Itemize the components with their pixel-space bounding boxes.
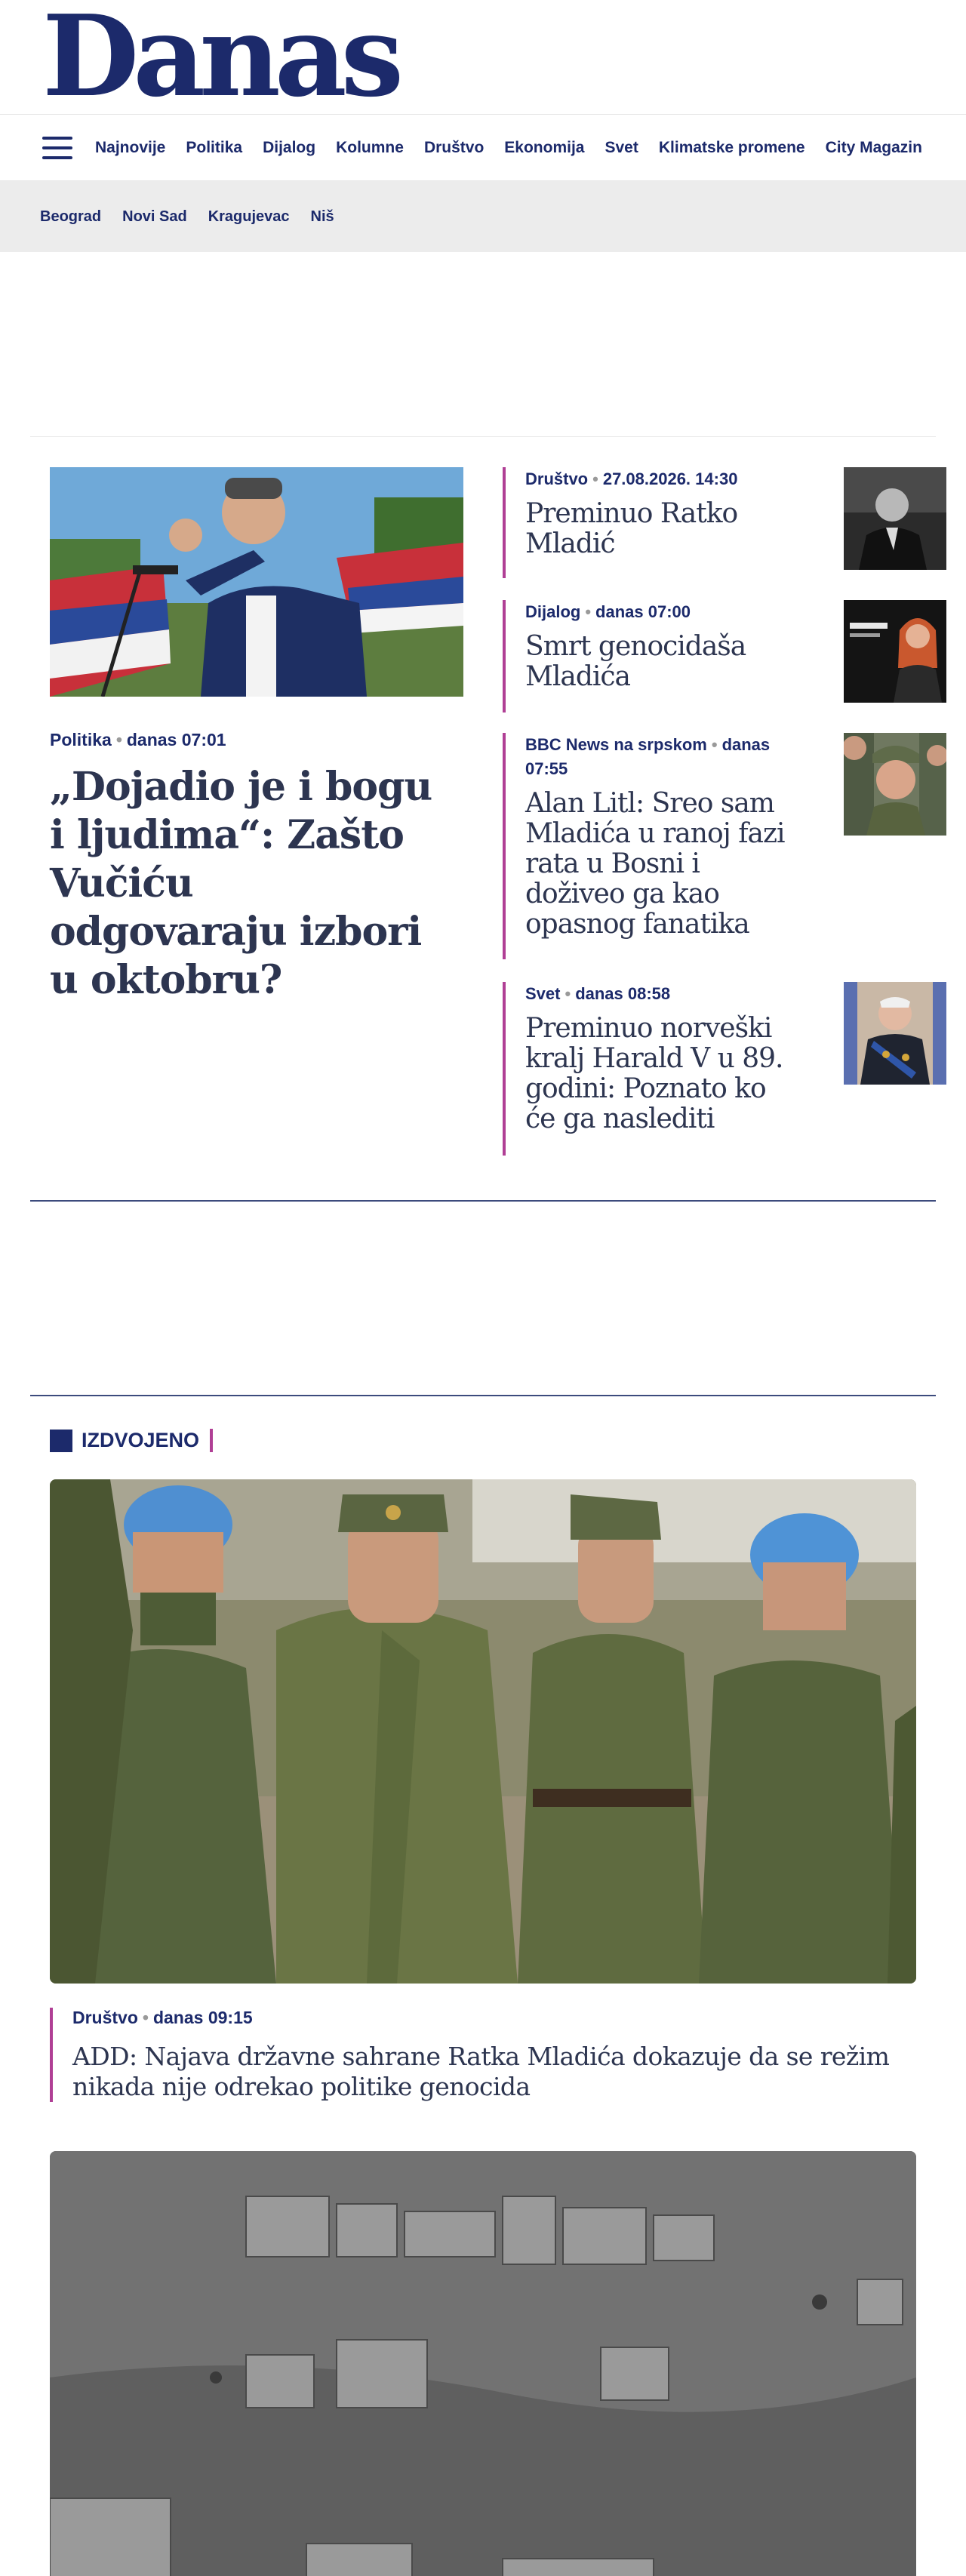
side-article-meta: BBC News na srpskom • danas 07:55 <box>525 735 771 778</box>
side-article-time: 27.08.2026. 14:30 <box>602 469 738 488</box>
city-item-beograd[interactable]: Beograd <box>40 208 102 225</box>
side-article-time: danas 07:00 <box>595 602 691 621</box>
lead-article-image[interactable] <box>50 467 463 697</box>
lead-article-title[interactable]: „Dojadio je i bogu i ljudima“: Zašto Vučiću odgovaraju izbori u oktobru? <box>50 764 432 1003</box>
featured-article-image[interactable] <box>50 1479 916 1984</box>
nav-item-drustvo[interactable]: Društvo <box>423 138 485 156</box>
side-article-thumbnail[interactable] <box>844 982 946 1085</box>
ad-space-middle <box>30 1202 936 1396</box>
section-marker-icon <box>50 1430 72 1452</box>
side-article-title[interactable]: Smrt genocidaša Mladića <box>525 631 746 692</box>
city-navigation <box>0 181 966 252</box>
site-logo[interactable]: Danas <box>42 0 398 122</box>
side-article-meta: Društvo • 27.08.2026. 14:30 <box>525 469 738 488</box>
side-article-category[interactable]: BBC News na srpskom <box>525 735 707 754</box>
side-article-thumbnail[interactable] <box>844 600 946 703</box>
featured-article-text[interactable] <box>50 2008 916 2102</box>
side-article-category[interactable]: Svet <box>525 984 561 1003</box>
nav-item-dijalog[interactable]: Dijalog <box>263 138 316 156</box>
featured-article-category[interactable]: Društvo <box>72 2008 138 2027</box>
city-item-novi-sad[interactable]: Novi Sad <box>122 208 187 225</box>
nav-item-ekonomija[interactable]: Ekonomija <box>504 138 585 156</box>
side-article-category[interactable]: Društvo <box>525 469 589 488</box>
city-item-kragujevac[interactable]: Kragujevac <box>208 208 290 225</box>
ad-space-top <box>30 252 936 437</box>
nav-item-city-magazin[interactable]: City Magazin <box>825 138 922 156</box>
side-article-meta: Dijalog • danas 07:00 <box>525 602 691 621</box>
nav-item-najnovije[interactable]: Najnovije <box>95 138 166 156</box>
hamburger-menu-icon[interactable] <box>42 137 72 159</box>
side-article-2[interactable] <box>503 600 946 712</box>
side-article-time: danas 07:55 <box>525 735 771 778</box>
section-header <box>50 1429 213 1452</box>
top-news-section <box>30 437 936 1202</box>
side-article-thumbnail[interactable] <box>844 733 946 836</box>
main-navigation <box>0 115 966 181</box>
nav-item-kolumne[interactable]: Kolumne <box>336 138 404 156</box>
side-article-3[interactable] <box>503 733 946 959</box>
nav-item-klimatske-promene[interactable]: Klimatske promene <box>658 138 805 156</box>
lead-article-category[interactable]: Politika <box>50 730 112 749</box>
site-header <box>0 0 966 122</box>
side-article-title[interactable]: Alan Litl: Sreo sam Mladića u ranoj fazi rata u Bosni i doživeo ga kao opasnog fanatika <box>525 788 785 940</box>
featured-article-meta: Društvo • danas 09:15 <box>72 2008 253 2027</box>
side-article-thumbnail[interactable] <box>844 467 946 570</box>
side-article-1[interactable] <box>503 467 946 578</box>
side-article-meta: Svet • danas 08:58 <box>525 984 671 1003</box>
featured-article-title[interactable]: ADD: Najava državne sahrane Ratka Mladića dokazuje da se režim nikada nije odrekao politike genocida <box>72 2042 890 2101</box>
side-article-title[interactable]: Preminuo Ratko Mladić <box>525 498 738 559</box>
lead-article-time: danas 07:01 <box>126 730 226 749</box>
second-article-image[interactable] <box>50 2151 916 2576</box>
side-article-time: danas 08:58 <box>575 984 671 1003</box>
nav-item-svet[interactable]: Svet <box>605 138 638 156</box>
section-title: IZDVOJENO <box>82 1429 213 1452</box>
lead-article-meta: Politika • danas 07:01 <box>50 730 226 749</box>
city-item-nis[interactable]: Niš <box>310 208 334 225</box>
side-article-4[interactable] <box>503 982 946 1156</box>
nav-item-politika[interactable]: Politika <box>186 138 243 156</box>
featured-article-time: danas 09:15 <box>152 2008 253 2027</box>
side-article-category[interactable]: Dijalog <box>525 602 581 621</box>
featured-section <box>30 1396 936 2576</box>
side-article-title[interactable]: Preminuo norveški kralj Harald V u 89. godini: Poznato ko će ga naslediti <box>525 1013 783 1134</box>
